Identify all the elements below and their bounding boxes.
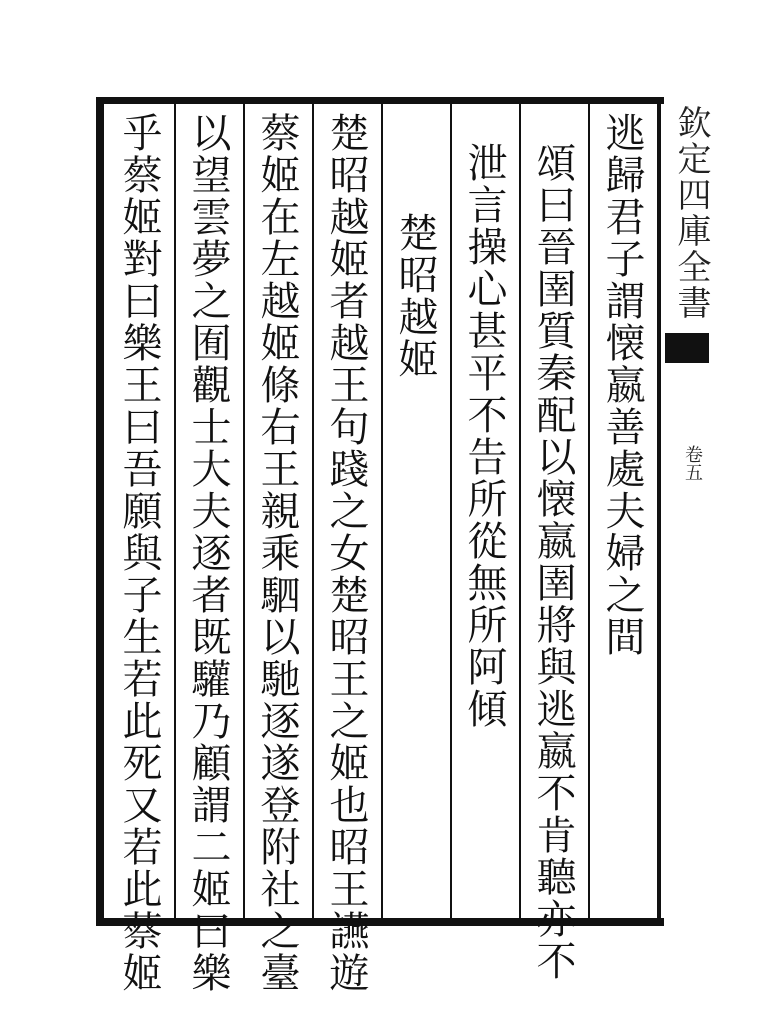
- column-rule: [243, 104, 245, 918]
- column-text: 乎蔡姬對曰樂王曰吾願與子生若此死又若此蔡姬: [116, 112, 162, 994]
- text-column: [525, 142, 581, 986]
- column-text: 頌曰晉圉質秦配以懐嬴圉將與逃嬴不肯聽亦不: [530, 142, 576, 982]
- fish-tail-mark: [665, 333, 709, 363]
- book-title: 欽定四庫全書: [671, 105, 711, 321]
- text-column: [249, 112, 305, 998]
- column-rule: [519, 104, 521, 918]
- column-text: 逃歸君子謂懐嬴善處夫婦之間: [599, 112, 645, 658]
- column-rule: [450, 104, 452, 918]
- column-text: 楚昭越姬者越王句踐之女楚昭王之姬也昭王讌遊: [323, 112, 369, 994]
- text-column: [594, 112, 650, 662]
- frame-border-left: [96, 97, 104, 926]
- section-title-column: [387, 212, 443, 384]
- column-rule: [588, 104, 590, 918]
- section-title: 楚昭越姬: [392, 212, 438, 380]
- frame-border-top: [96, 97, 664, 104]
- column-rule: [381, 104, 383, 918]
- column-text: 以望雲夢之囿觀士大夫逐者既驩乃顧謂二姬曰樂: [185, 112, 231, 994]
- page-gutter: [661, 97, 719, 926]
- text-column: [318, 112, 374, 998]
- text-column: [456, 142, 512, 734]
- column-rule: [174, 104, 176, 918]
- column-rule: [312, 104, 314, 918]
- column-text: 蔡姬在左越姬條右王親乘駟以馳逐遂登附社之臺: [254, 112, 300, 994]
- text-column: [111, 112, 167, 998]
- text-column: [180, 112, 236, 998]
- column-text: 泄言操心甚平不告所從無所阿傾: [461, 142, 507, 730]
- page-number: 卷五: [682, 445, 703, 481]
